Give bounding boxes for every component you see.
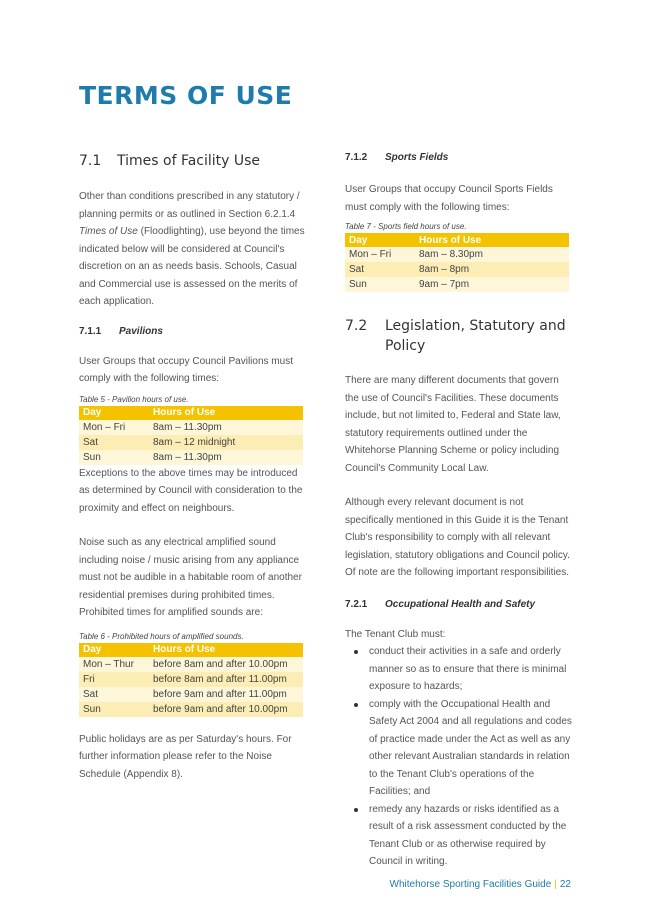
section-title: Occupational Health and Safety xyxy=(385,598,536,610)
day-cell: Sat xyxy=(79,687,149,702)
sports-field-hours-table xyxy=(345,233,569,292)
hours-cell: 8am – 8pm xyxy=(415,262,569,277)
day-header: Day xyxy=(79,643,149,657)
page-number: 22 xyxy=(559,879,571,890)
section-title: Times of Facility Use xyxy=(117,153,261,169)
hours-cell: 9am – 7pm xyxy=(415,277,569,292)
section-7-2-1-heading xyxy=(345,598,573,612)
intro-paragraph: Other than conditions prescribed in any statutory / planning permits or as outlined in Section 6.2.1.4 Times of Use (Floodlighting), use beyond the times indicated below will be considered at Council's discretion on an as needs basis. Schools, Casual and Commercial use is assessed on the merits of each application. xyxy=(79,191,305,307)
section-title: Pavilions xyxy=(119,325,163,337)
hours-header: Hours of Use xyxy=(415,233,569,247)
table-row xyxy=(345,277,569,292)
day-header: Day xyxy=(345,233,415,247)
section-7-1-2-heading xyxy=(345,151,573,165)
public-holidays-paragraph: Public holidays are as per Saturday's hours. For further information please refer to the Noise Schedule (Appendix 8). xyxy=(79,733,292,780)
hours-cell: before 8am and after 10.00pm xyxy=(149,657,303,672)
section-title: Legislation, Statutory and Policy xyxy=(385,318,566,354)
table-row xyxy=(79,702,303,717)
day-header: Day xyxy=(79,406,149,420)
hours-cell: 8am – 11.30pm xyxy=(149,420,303,435)
footer-separator: | xyxy=(554,879,557,890)
table-row xyxy=(345,247,569,262)
table-row xyxy=(79,420,303,435)
left-column xyxy=(79,148,305,783)
table-row xyxy=(79,450,303,465)
guide-title: Whitehorse Sporting Facilities Guide xyxy=(389,879,552,890)
exceptions-paragraph: Exceptions to the above times may be introduced as determined by Council with consideration to the proximity and effect on neighbours. xyxy=(79,467,303,514)
hours-cell: before 9am and after 11.00pm xyxy=(149,687,303,702)
table-5-caption: Table 5 - Pavilion hours of use. xyxy=(79,394,189,404)
table-header-row xyxy=(79,643,303,657)
page-footer xyxy=(390,879,571,890)
times-of-use-reference: Times of Use xyxy=(79,226,138,237)
noise-paragraph: Noise such as any electrical amplified sound including noise / music arising from any appliance must not be audible in a habitable room of another residential premises during prohibited times. Prohibited times for amplified sounds are: xyxy=(79,537,302,618)
bullet-icon xyxy=(354,650,358,654)
bullet-icon xyxy=(354,808,358,812)
table-header-row xyxy=(345,233,569,247)
day-cell: Sun xyxy=(79,450,149,465)
day-cell: Sun xyxy=(345,277,415,292)
table-row xyxy=(79,435,303,450)
day-cell: Mon – Thur xyxy=(79,657,149,672)
table-7-caption: Table 7 - Sports field hours of use. xyxy=(345,222,467,231)
day-cell: Sat xyxy=(345,262,415,277)
legislation-paragraph: There are many different documents that govern the use of Council's Facilities. These documents include, but not limited to, Federal and State law, statutory requirements outlined under the Whitehorse Planning Scheme or policy including Council's Community Local Law. xyxy=(345,375,561,474)
section-number: 7.1 xyxy=(79,153,102,169)
page-title: TERMS OF USE xyxy=(79,81,293,110)
section-number: 7.1.2 xyxy=(345,152,368,163)
day-cell: Sat xyxy=(79,435,149,450)
table-row xyxy=(79,672,303,687)
day-cell: Mon – Fri xyxy=(345,247,415,262)
section-7-1-1-heading xyxy=(79,325,305,339)
hours-cell: before 9am and after 10.00pm xyxy=(149,702,303,717)
sports-fields-paragraph: User Groups that occupy Council Sports Fields must comply with the following times: xyxy=(345,184,553,213)
day-cell: Sun xyxy=(79,702,149,717)
section-number: 7.2.1 xyxy=(345,598,368,610)
right-column xyxy=(345,148,573,871)
list-item: remedy any hazards or risks identified as a result of a risk assessment conducted by the Tenant Club or as otherwise required by Council in writing. xyxy=(345,801,573,871)
section-7-1-heading xyxy=(79,151,305,171)
table-header-row xyxy=(79,406,303,420)
table-row xyxy=(79,687,303,702)
hours-cell: 8am – 8.30pm xyxy=(415,247,569,262)
bullet-icon xyxy=(354,703,358,707)
list-item: comply with the Occupational Health and Safety Act 2004 and all regulations and codes of practice made under the Act as well as any other relevant Australian standards in relation to the Tenant Club's operations of the Facilities; and xyxy=(345,696,573,801)
day-cell: Mon – Fri xyxy=(79,420,149,435)
tenant-club-must: The Tenant Club must: xyxy=(345,628,446,640)
pavilions-paragraph: User Groups that occupy Council Pavilions must comply with the following times: xyxy=(79,355,293,384)
hours-header: Hours of Use xyxy=(149,643,303,657)
amplified-sound-table xyxy=(79,643,303,717)
section-title: Sports Fields xyxy=(385,152,449,163)
obligations-list xyxy=(345,643,573,871)
section-number: 7.1.1 xyxy=(79,325,102,337)
table-row xyxy=(345,262,569,277)
day-cell: Fri xyxy=(79,672,149,687)
hours-cell: before 8am and after 11.00pm xyxy=(149,672,303,687)
pavilion-hours-table xyxy=(79,406,303,465)
responsibility-paragraph: Although every relevant document is not specifically mentioned in this Guide it is the Tenant Club's responsibility to comply with all relevant legislation, statutory obligations and Council policy. Of note are the following important responsibilities. xyxy=(345,497,570,578)
list-item: conduct their activities in a safe and orderly manner so as to ensure that there is minimal exposure to hazards; xyxy=(345,643,573,696)
section-7-2-heading xyxy=(345,316,573,356)
hours-header: Hours of Use xyxy=(149,406,303,420)
hours-cell: 8am – 11.30pm xyxy=(149,450,303,465)
table-row xyxy=(79,657,303,672)
table-6-caption: Table 6 - Prohibited hours of amplified sounds. xyxy=(79,631,244,641)
hours-cell: 8am – 12 midnight xyxy=(149,435,303,450)
section-number: 7.2 xyxy=(345,318,368,334)
